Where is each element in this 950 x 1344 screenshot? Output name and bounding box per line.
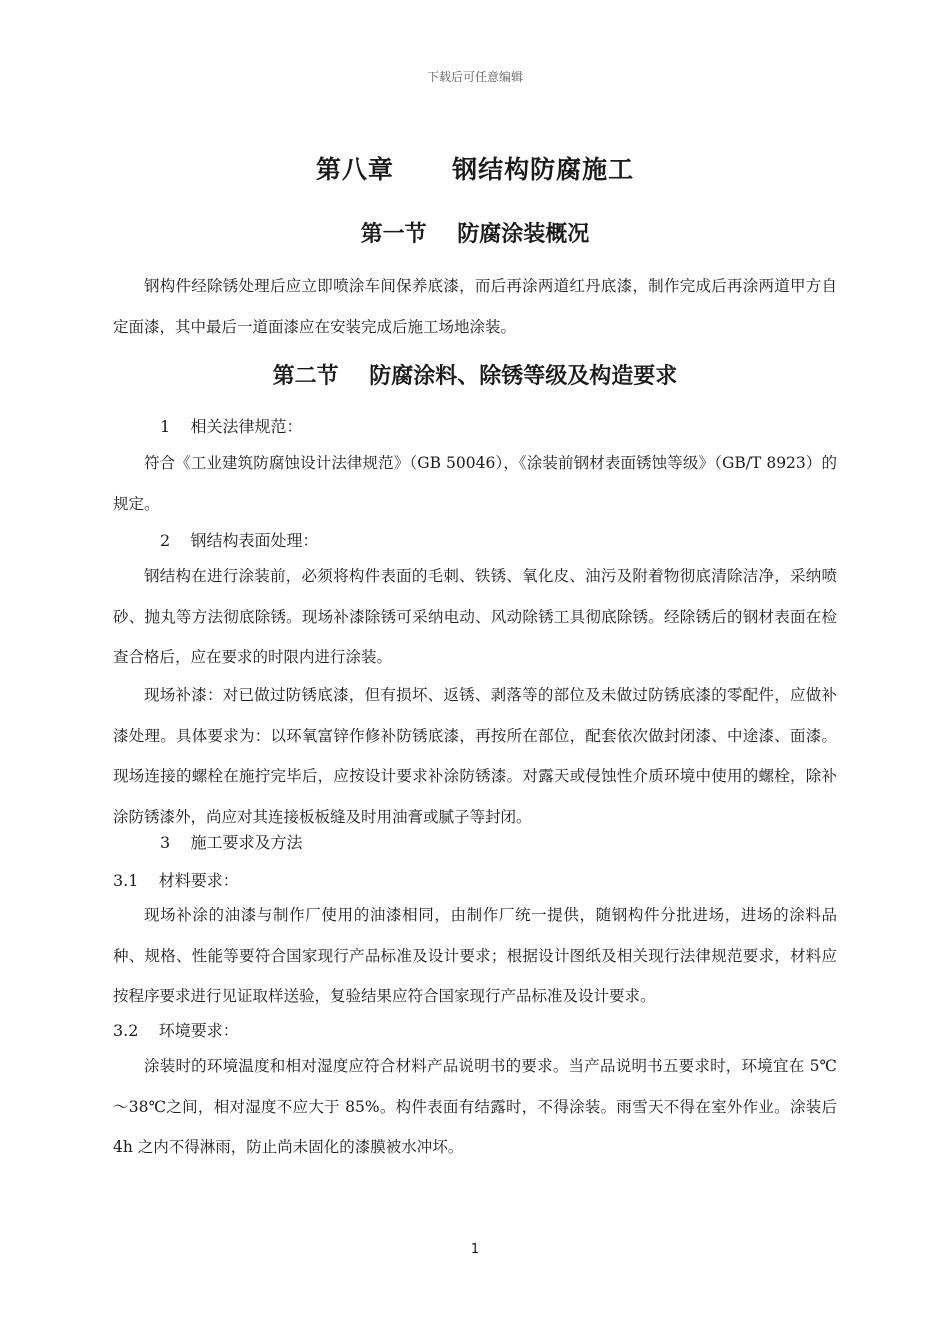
item1-text: 符合《工业建筑防腐蚀设计法律规范》（GB 50046），《涂装前钢材表面锈蚀等级》（GB/T 8923）的规定。 <box>113 454 837 513</box>
section2-title: 第二节 防腐涂料、除锈等级及构造要求 <box>272 364 678 389</box>
chapter-title: 第八章 钢结构防腐施工 <box>315 155 635 184</box>
sub31-heading: 3.1 材料要求： <box>113 871 239 890</box>
item3-heading: 3 施工要求及方法 <box>160 833 303 852</box>
item2-text1: 钢结构在进行涂装前，必须将构件表面的毛刺、铁锈、氧化皮、油污及附着物彻底清除洁净，采纳喷砂、抛丸等方法彻底除锈。现场补漆除锈可采纳电动、风动除锈工具彻底除锈。经除锈后的钢材表面在检查合格后，应在要求的时限内进行涂装。 <box>113 567 837 666</box>
item1-heading: 1 相关法律规范： <box>160 417 303 436</box>
section1-paragraph: 钢构件经除锈处理后应立即喷涂车间保养底漆，而后再涂两道红丹底漆，制作完成后再涂两道甲方自定面漆，其中最后一道面漆应在安装完成后施工场地涂装。 <box>113 277 837 336</box>
header-note: 下载后可任意编辑 <box>426 70 523 84</box>
page-number: 1 <box>470 1242 480 1257</box>
item2-heading: 2 钢结构表面处理： <box>160 531 319 550</box>
sub31-text: 现场补涂的油漆与制作厂使用的油漆相同，由制作厂统一提供，随钢构件分批进场，进场的涂料品种、规格、性能等要符合国家现行产品标准及设计要求；根据设计图纸及相关现行法律规范要求，材料应按程序要求进行见证取样送验，复验结果应符合国家现行产品标准及设计要求。 <box>113 906 837 1005</box>
sub32-heading: 3.2 环境要求： <box>113 1021 239 1040</box>
section1-title: 第一节 防腐涂装概况 <box>360 222 590 247</box>
item2-text2: 现场补漆：对已做过防锈底漆，但有损坏、返锈、剥落等的部位及未做过防锈底漆的零配件，应做补漆处理。具体要求为：以环氧富锌作修补防锈底漆，再按所在部位，配套依次做封闭漆、中途漆、面漆。现场连接的螺栓在施拧完毕后，应按设计要求补涂防锈漆。对露天或侵蚀性介质环境中使用的螺栓，除补涂防锈漆外，尚应对其连接板板缝及时用油膏或腻子等封闭。 <box>113 686 837 826</box>
sub32-text: 涂装时的环境温度和相对湿度应符合材料产品说明书的要求。当产品说明书五要求时，环境宜在 5℃～38℃之间，相对湿度不应大于 85%。构件表面有结露时，不得涂装。雨雪天不得在室外作业。涂装后 4h 之内不得淋雨，防止尚未固化的漆膜被水冲坏。 <box>113 1057 837 1156</box>
